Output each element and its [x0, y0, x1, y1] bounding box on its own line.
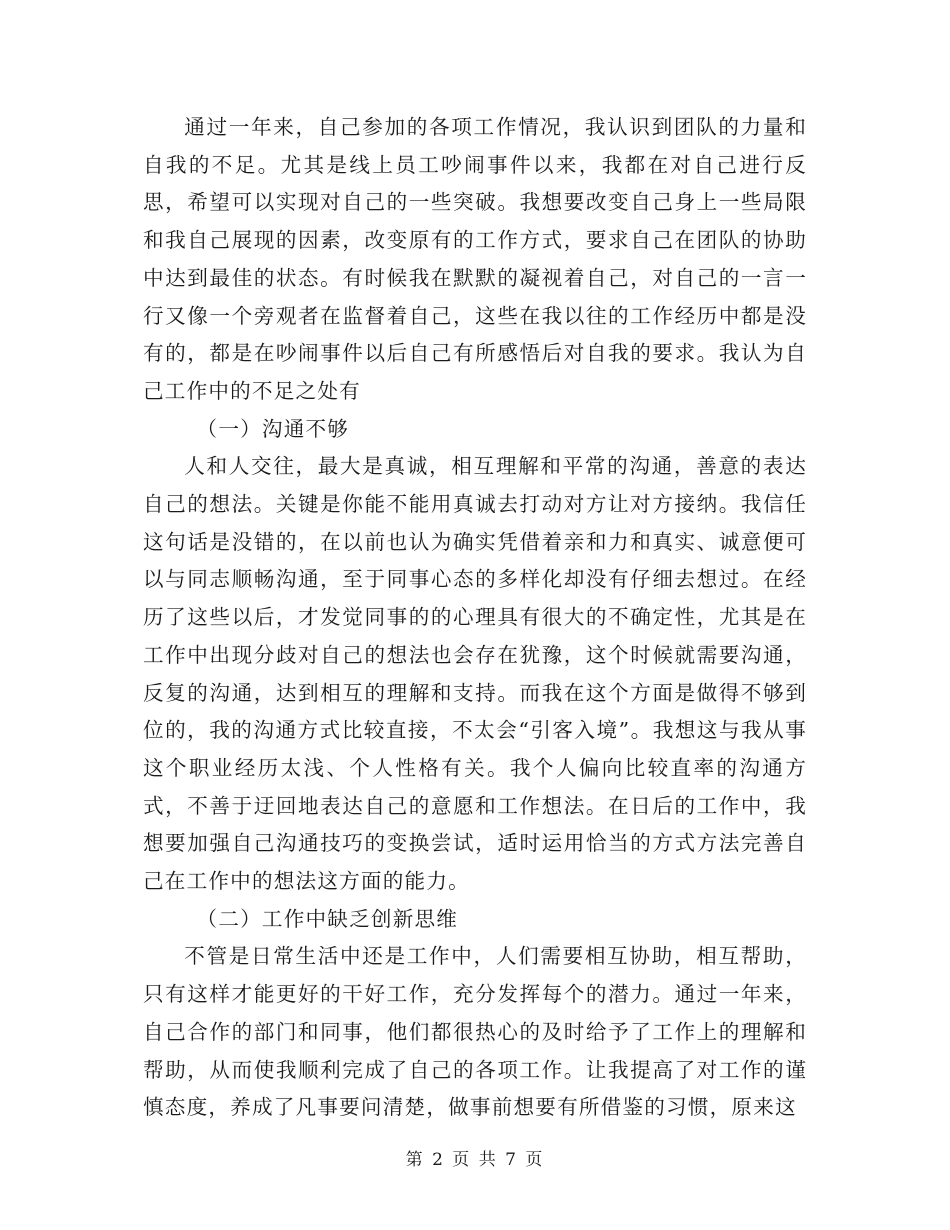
document-body [143, 109, 807, 1127]
page-number-footer: 第 2 页 共 7 页 [405, 1150, 545, 1170]
paragraph-innovation: 不管是日常生活中还是工作中，人们需要相互协助，相互帮助，只有这样才能更好的干好工作，充分发挥每个的潜力。通过一年来，自己合作的部门和同事，他们都很热心的及时给予了工作上的理解和帮助，从而使我顺利完成了自己的各项工作。让我提高了对工作的谨慎态度，养成了凡事要问清楚，做事前想要有所借鉴的习惯，原来这 [143, 944, 807, 1120]
paragraph-communication: 人和人交往，最大是真诚，相互理解和平常的沟通，善意的表达自己的想法。关键是你能不能用真诚去打动对方让对方接纳。我信任这句话是没错的，在以前也认为确实凭借着亲和力和真实、诚意便可以与同志顺畅沟通，至于同事心态的多样化却没有仔细去想过。在经历了这些以后，才发觉同事的的心理具有很大的不确定性，尤其是在工作中出现分歧对自己的想法也会存在犹豫，这个时候就需要沟通，反复的沟通，达到相互的理解和支持。而我在这个方面是做得不够到位的，我的沟通方式比较直接，不太会“引客入境”。我想这与我从事这个职业经历太浅、个人性格有关。我个人偏向比较直率的沟通方式，不善于迂回地表达自己的意愿和工作想法。在日后的工作中，我想要加强自己沟通技巧的变换尝试，适时运用恰当的方式方法完善自己在工作中的想法这方面的能力。 [143, 454, 807, 894]
section-heading-innovation: （二）工作中缺乏创新思维 [196, 906, 459, 931]
section-heading-communication: （一）沟通不够 [196, 416, 350, 441]
paragraph-intro: 通过一年来，自己参加的各项工作情况，我认识到团队的力量和自我的不足。尤其是线上员工吵闹事件以来，我都在对自己进行反思，希望可以实现对自己的一些突破。我想要改变自己身上一些局限和我自己展现的因素，改变原有的工作方式，要求自己在团队的协助中达到最佳的状态。有时候我在默默的凝视着自己，对自己的一言一行又像一个旁观者在监督着自己，这些在我以往的工作经历中都是没有的，都是在吵闹事件以后自己有所感悟后对自我的要求。我认为自己工作中的不足之处有 [143, 115, 807, 403]
